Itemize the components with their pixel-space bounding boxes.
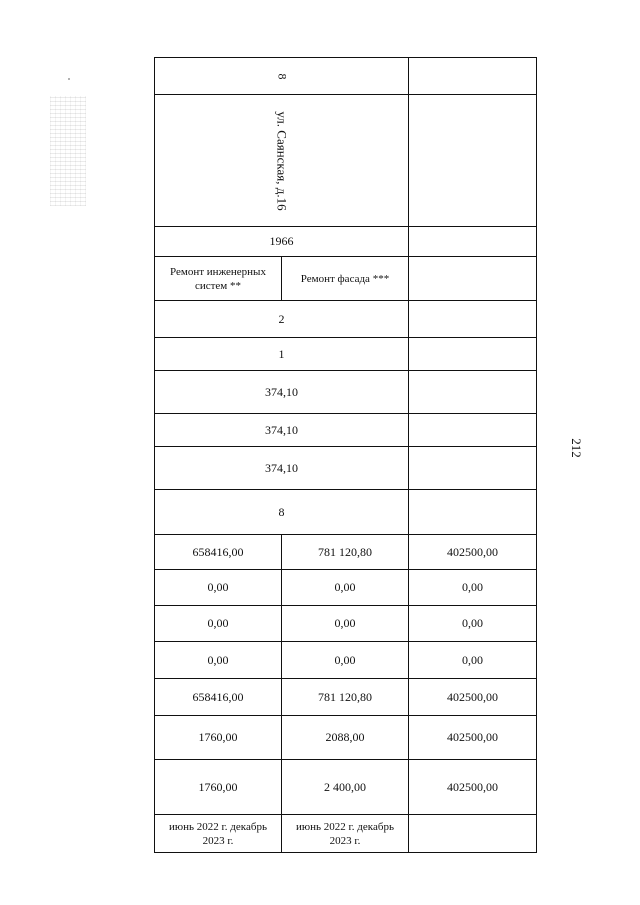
scan-artifact xyxy=(50,96,86,206)
table-row xyxy=(155,570,537,606)
amount-cell: 0,00 xyxy=(282,642,409,679)
amount-cell: 2 400,00 xyxy=(282,760,409,815)
table-row xyxy=(155,447,537,490)
value-cell: 374,10 xyxy=(155,447,409,490)
table-row xyxy=(155,490,537,535)
amount-cell: 0,00 xyxy=(282,606,409,642)
amount-cell: 0,00 xyxy=(282,570,409,606)
table-row xyxy=(155,95,537,227)
amount-cell: 0,00 xyxy=(409,642,537,679)
amount-cell: 658416,00 xyxy=(155,535,282,570)
amount-cell: 0,00 xyxy=(409,606,537,642)
amount-cell: 0,00 xyxy=(155,570,282,606)
scan-dot xyxy=(68,78,70,80)
period-cell: июнь 2022 г. декабрь 2023 г. xyxy=(282,815,409,853)
empty-cell xyxy=(409,815,537,853)
empty-cell xyxy=(409,338,537,371)
amount-cell: 402500,00 xyxy=(409,679,537,716)
amount-cell: 402500,00 xyxy=(409,716,537,760)
page-number: 212 xyxy=(568,438,584,458)
value-cell: 374,10 xyxy=(155,371,409,414)
empty-cell xyxy=(409,447,537,490)
table-row xyxy=(155,58,537,95)
amount-cell: 402500,00 xyxy=(409,760,537,815)
amount-cell: 1760,00 xyxy=(155,716,282,760)
table-row xyxy=(155,679,537,716)
amount-cell: 0,00 xyxy=(155,642,282,679)
table-row xyxy=(155,257,537,301)
empty-cell xyxy=(409,95,537,227)
table-row xyxy=(155,301,537,338)
address-cell xyxy=(155,95,409,227)
table-row xyxy=(155,338,537,371)
amount-cell: 2088,00 xyxy=(282,716,409,760)
empty-cell xyxy=(409,227,537,257)
amount-cell: 1760,00 xyxy=(155,760,282,815)
empty-cell xyxy=(409,490,537,535)
work-type-engineering: Ремонт инженерных систем ** xyxy=(155,257,282,301)
amount-cell: 781 120,80 xyxy=(282,535,409,570)
empty-cell xyxy=(409,301,537,338)
empty-cell xyxy=(409,371,537,414)
value-cell: 1 xyxy=(155,338,409,371)
table-row xyxy=(155,535,537,570)
value-cell: 374,10 xyxy=(155,414,409,447)
work-type-facade: Ремонт фасада *** xyxy=(282,257,409,301)
address-text: ул. Саянская, д.16 xyxy=(274,110,290,211)
table-row xyxy=(155,815,537,853)
amount-cell: 658416,00 xyxy=(155,679,282,716)
value-cell: 2 xyxy=(155,301,409,338)
empty-cell xyxy=(409,414,537,447)
data-table xyxy=(154,57,537,853)
value-cell: 8 xyxy=(155,490,409,535)
number-cell xyxy=(155,58,409,95)
year-cell: 1966 xyxy=(155,227,409,257)
amount-cell: 0,00 xyxy=(155,606,282,642)
table-row xyxy=(155,227,537,257)
table-row xyxy=(155,371,537,414)
table-row xyxy=(155,716,537,760)
table-row xyxy=(155,642,537,679)
empty-cell xyxy=(409,257,537,301)
table-row xyxy=(155,414,537,447)
period-cell: июнь 2022 г. декабрь 2023 г. xyxy=(155,815,282,853)
table-row xyxy=(155,606,537,642)
empty-cell xyxy=(409,58,537,95)
amount-cell: 402500,00 xyxy=(409,535,537,570)
amount-cell: 0,00 xyxy=(409,570,537,606)
amount-cell: 781 120,80 xyxy=(282,679,409,716)
house-number: 8 xyxy=(275,73,289,79)
table-row xyxy=(155,760,537,815)
